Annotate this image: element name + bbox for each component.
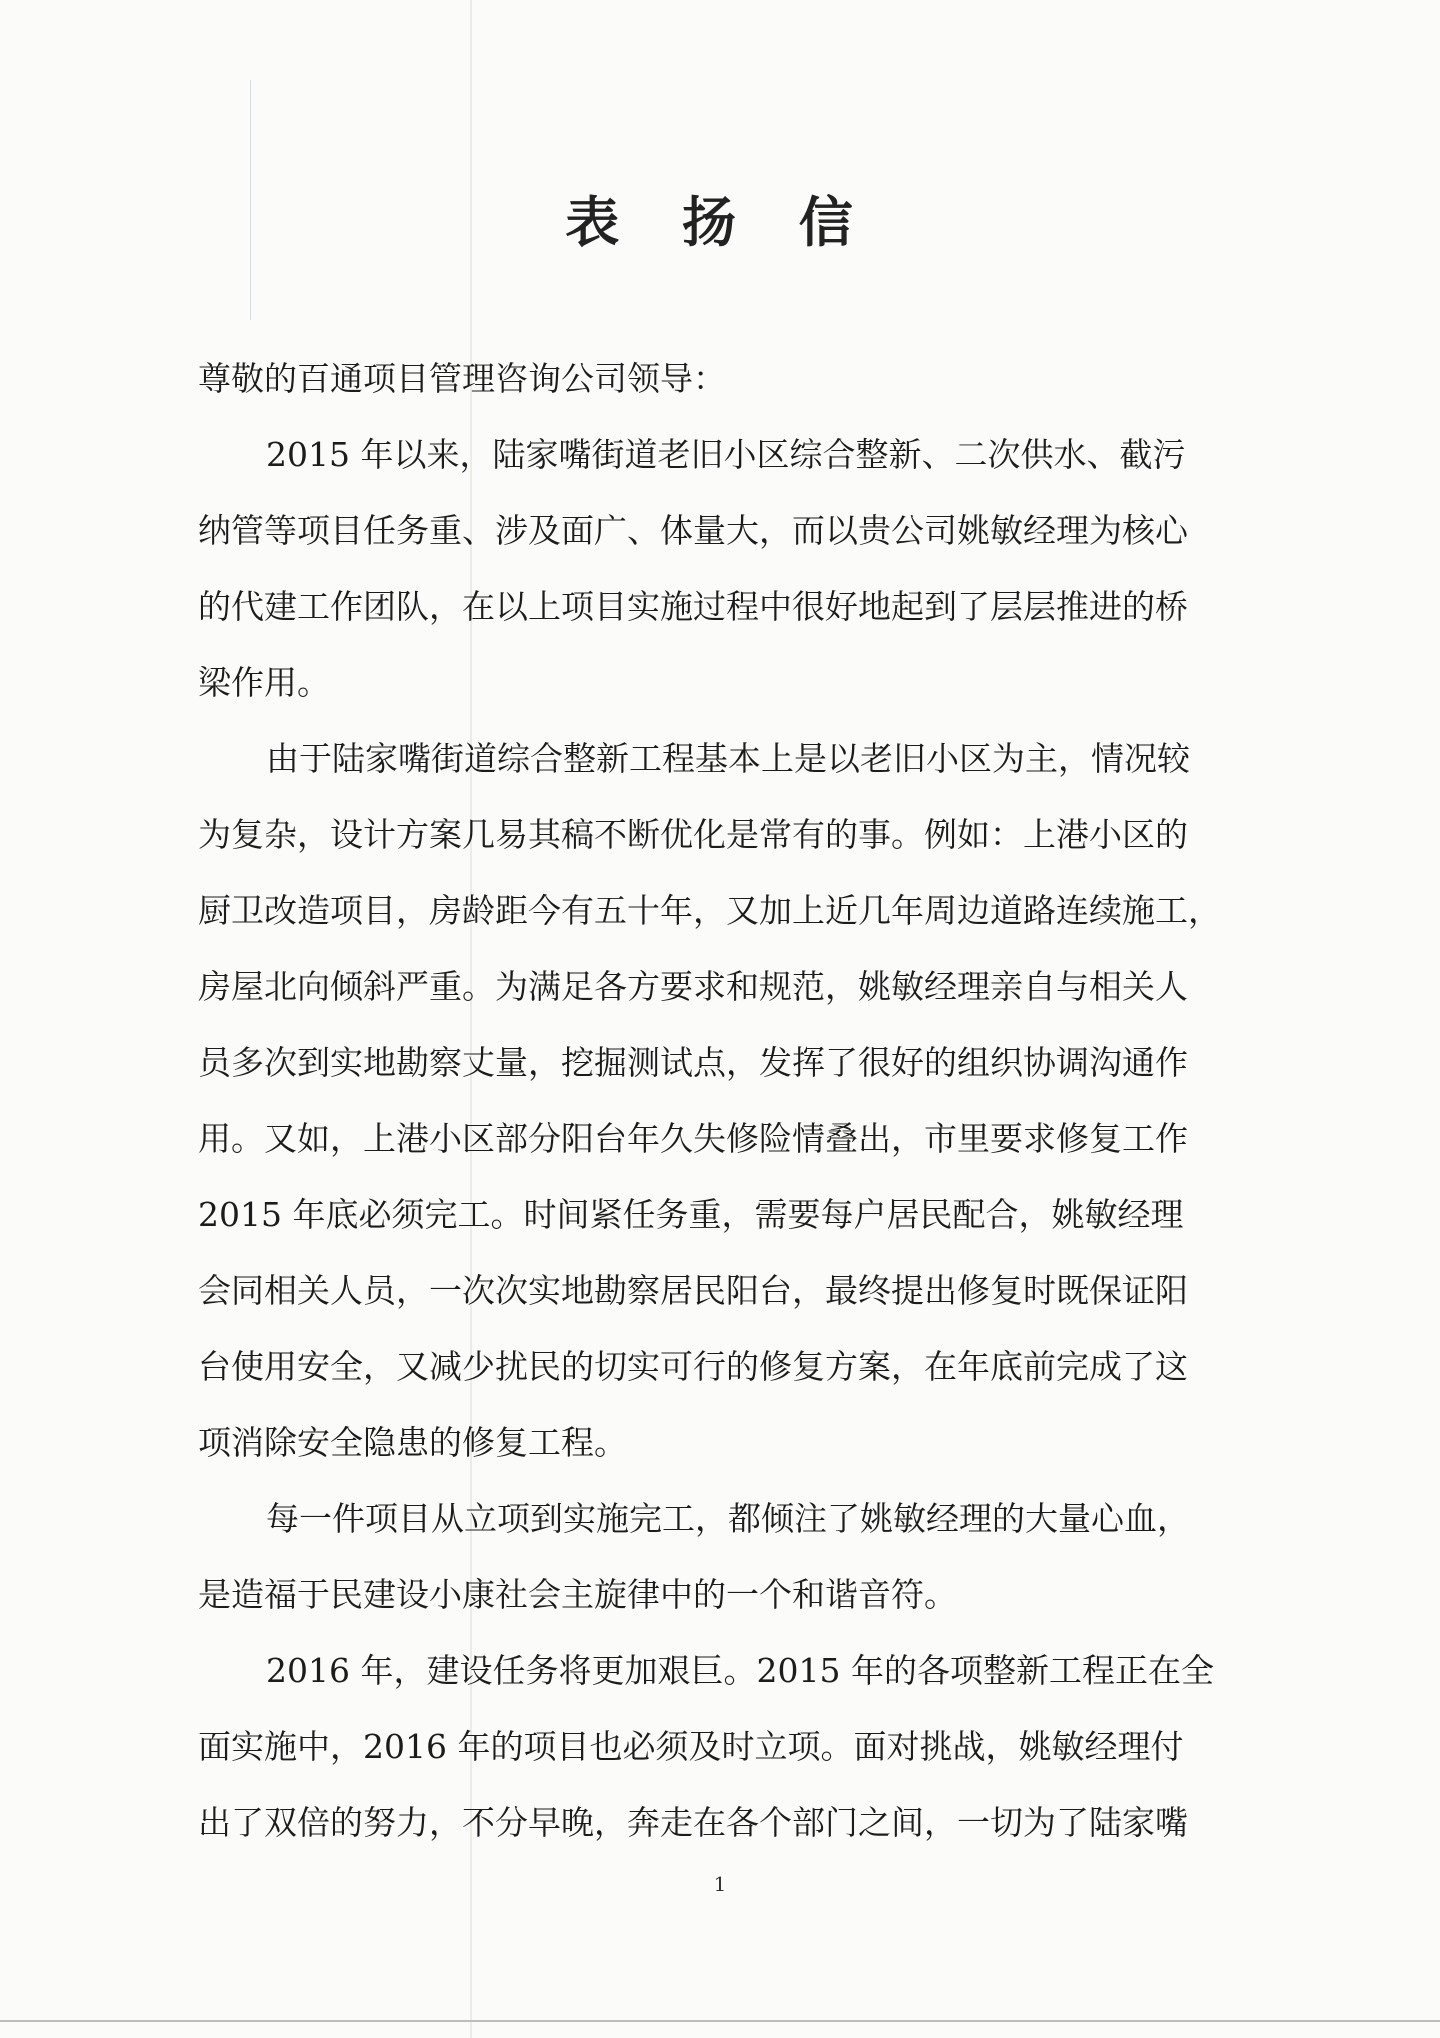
paragraph-line: 2016 年，建设任务将更加艰巨。2015 年的各项整新工程正在全 [266,1651,1214,1690]
paragraph-line: 面实施中，2016 年的项目也必须及时立项。面对挑战，姚敏经理付 [198,1727,1184,1766]
paragraph-line: 由于陆家嘴街道综合整新工程基本上是以老旧小区为主，情况较 [266,739,1190,778]
paragraph-line: 出了双倍的努力，不分早晚，奔走在各个部门之间，一切为了陆家嘴 [198,1803,1188,1842]
paragraph-line: 梁作用。 [198,663,330,702]
paragraph-line: 2015 年以来，陆家嘴街道老旧小区综合整新、二次供水、截污 [266,435,1186,474]
paragraph-line: 为复杂，设计方案几易其稿不断优化是常有的事。例如：上港小区的 [198,815,1188,854]
letter-body [198,341,1221,1861]
paragraph-line: 是造福于民建设小康社会主旋律中的一个和谐音符。 [198,1575,957,1614]
paragraph-line: 的代建工作团队，在以上项目实施过程中很好地起到了层层推进的桥 [198,587,1188,626]
paragraph-line: 员多次到实地勘察丈量，挖掘测试点，发挥了很好的组织协调沟通作 [198,1043,1188,1082]
paragraph-line: 台使用安全，又减少扰民的切实可行的修复方案，在年底前完成了这 [198,1347,1188,1386]
paragraph-line: 纳管等项目任务重、涉及面广、体量大，而以贵公司姚敏经理为核心 [198,511,1188,550]
salutation: 尊敬的百通项目管理咨询公司领导： [198,359,726,398]
page-number: 1 [713,1872,727,1896]
paragraph-line: 房屋北向倾斜严重。为满足各方要求和规范，姚敏经理亲自与相关人 [198,967,1188,1006]
paragraph-line: 每一件项目从立项到实施完工，都倾注了姚敏经理的大量心血， [266,1499,1190,1538]
scan-artifact-horizontal [0,2020,1440,2022]
paragraph-line: 用。又如，上港小区部分阳台年久失修险情叠出，市里要求修复工作 [198,1119,1188,1158]
paragraph-line: 2015 年底必须完工。时间紧任务重，需要每户居民配合，姚敏经理 [198,1195,1184,1234]
paragraph-line: 厨卫改造项目，房龄距今有五十年，又加上近几年周边道路连续施工， [198,891,1221,930]
letter-title: 表 扬 信 [565,191,875,254]
paragraph-line: 项消除安全隐患的修复工程。 [198,1423,627,1462]
paragraph-line: 会同相关人员，一次次实地勘察居民阳台，最终提出修复时既保证阳 [198,1271,1188,1310]
